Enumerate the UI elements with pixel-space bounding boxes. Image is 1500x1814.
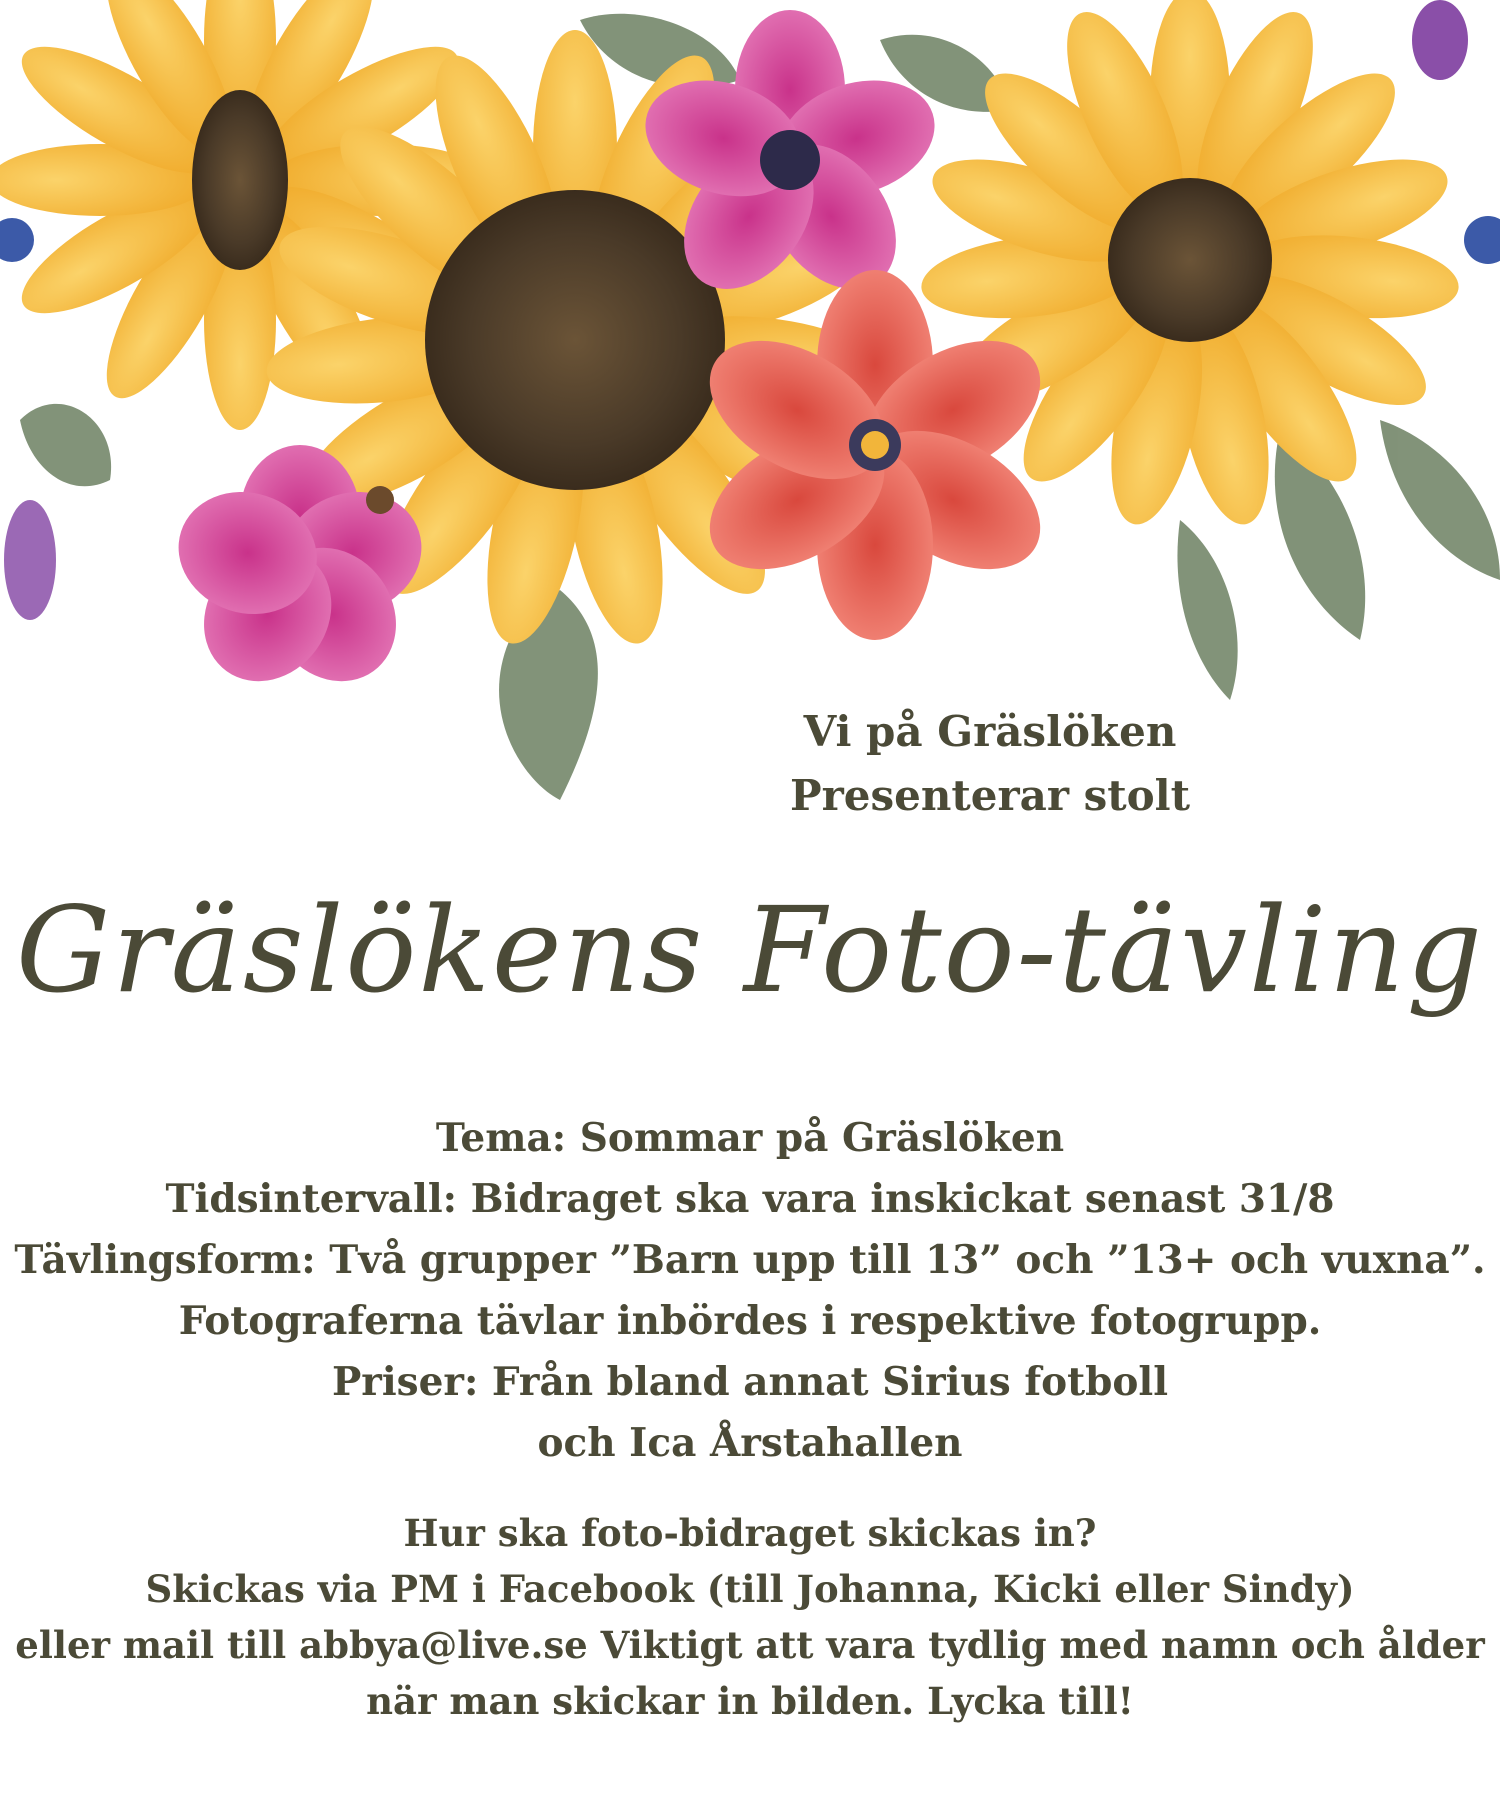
page-title: Gräslökens Foto-tävling (16, 881, 1484, 1019)
contest-details (0, 1108, 1500, 1474)
theme-line: Tema: Sommar på Gräslöken (435, 1115, 1065, 1161)
submission-info (0, 1505, 1500, 1729)
submission-question: Hur ska foto-bidraget skickas in? (403, 1511, 1097, 1555)
groups-line: Fotograferna tävlar inbördes i respektive fotogrupp. (178, 1298, 1322, 1344)
sunflower-right (917, 0, 1462, 532)
floral-watercolor-header (0, 0, 1500, 820)
format-line: Tävlingsform: Två grupper ”Barn upp till 13” och ”13+ och vuxna”. (14, 1237, 1486, 1283)
submission-line-2: eller mail till abbya@live.se Viktigt att vara tydlig med namn och ålder (15, 1623, 1485, 1667)
intro-line-2: Presenterar stolt (790, 771, 1190, 820)
submission-line-1: Skickas via PM i Facebook (till Johanna, Kicki eller Sindy) (145, 1567, 1355, 1611)
deadline-line: Tidsintervall: Bidraget ska vara inskickat senast 31/8 (165, 1176, 1335, 1222)
submission-line-3: när man skickar in bilden. Lycka till! (366, 1679, 1134, 1723)
intro-line-1: Vi på Gräslöken (803, 707, 1177, 756)
prizes-line-2: och Ica Årstahallen (537, 1420, 963, 1466)
prizes-line-1: Priser: Från bland annat Sirius fotboll (331, 1359, 1169, 1405)
